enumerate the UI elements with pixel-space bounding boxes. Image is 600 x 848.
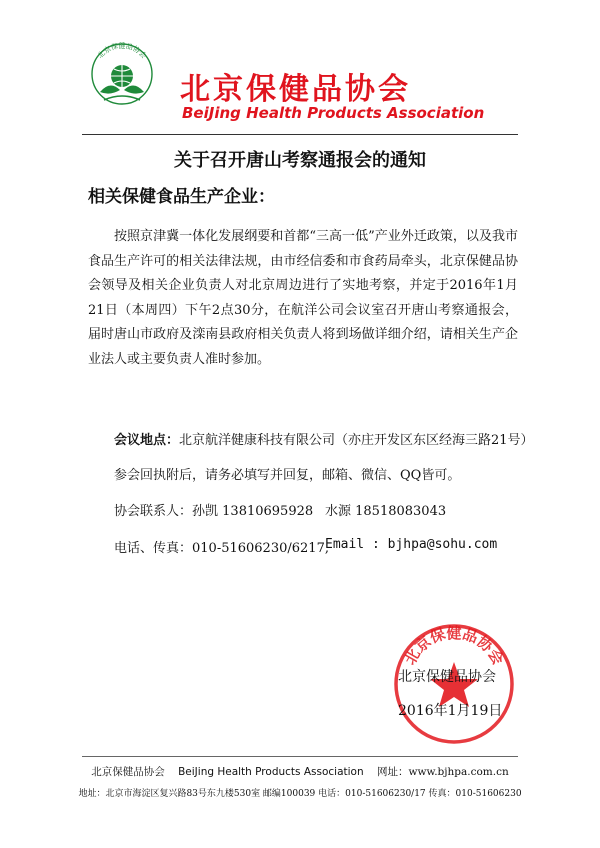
svg-text:北京保健品协会 bbox=[401, 624, 507, 668]
footer-org-cn: 北京保健品协会 bbox=[91, 766, 165, 778]
email-text: Email : bjhpa@sohu.com bbox=[325, 537, 498, 552]
seal-text: 北京保健品协会 bbox=[400, 623, 508, 668]
venue-value: 北京航洋健康科技有限公司（亦庄开发区东区经海三路21号） bbox=[179, 433, 534, 448]
venue-label: 会议地点： bbox=[114, 433, 180, 448]
footer-address: 地址：北京市海淀区复兴路83号东九楼530室 邮编100039 电话：010-51606230/17 传真：010-51606230 bbox=[78, 789, 522, 799]
contact-1: 孙凯 13810695928 bbox=[192, 504, 314, 519]
phone-fax: 电话、传真：010-51606230/6217, bbox=[114, 541, 329, 556]
signature-date: 2016年1月19日 bbox=[398, 703, 503, 719]
contact-label: 协会联系人： bbox=[114, 504, 193, 519]
association-logo-icon bbox=[82, 40, 162, 112]
contact-2: 水源 18518083043 bbox=[325, 504, 447, 519]
footer-line-1 bbox=[0, 764, 600, 779]
org-name-cn: 北京保健品协会 bbox=[180, 72, 411, 107]
org-name-en: BeiJing Health Products Association bbox=[182, 104, 485, 122]
footer-org-en: BeiJing Health Products Association bbox=[178, 766, 364, 778]
venue-row bbox=[114, 429, 534, 448]
notice-title: 关于召开唐山考察通报会的通知 bbox=[174, 150, 426, 171]
notice-body: 按照京津冀一体化发展纲要和首都“三高一低”产业外迁政策，以及我市食品生产许可的相关法律法规，由市经信委和市食药局牵头，北京保健品协会领导及相关企业负责人对北京周边进行了实地考察，并定于2016年1月21日（本周四）下午2点30分，在航洋公司会议室召开唐山考察通报会，届时唐山市政府及滦南县政府相关负责人将到场做详细介绍，请相关生产企业法人或主要负责人准时参加。 bbox=[88, 229, 518, 367]
footer-divider bbox=[82, 756, 518, 757]
notice-salutation: 相关保健食品生产企业： bbox=[88, 187, 275, 207]
header-divider bbox=[82, 134, 518, 135]
signature-org: 北京保健品协会 bbox=[398, 669, 496, 685]
reply-note: 参会回执附后，请务必填写并回复，邮箱、微信、QQ皆可。 bbox=[114, 468, 461, 483]
footer-website: 网址：www.bjhpa.com.cn bbox=[376, 766, 509, 778]
logo-ring-text: 北京保健品协会 bbox=[96, 42, 148, 61]
contact-row-1 bbox=[114, 500, 313, 519]
